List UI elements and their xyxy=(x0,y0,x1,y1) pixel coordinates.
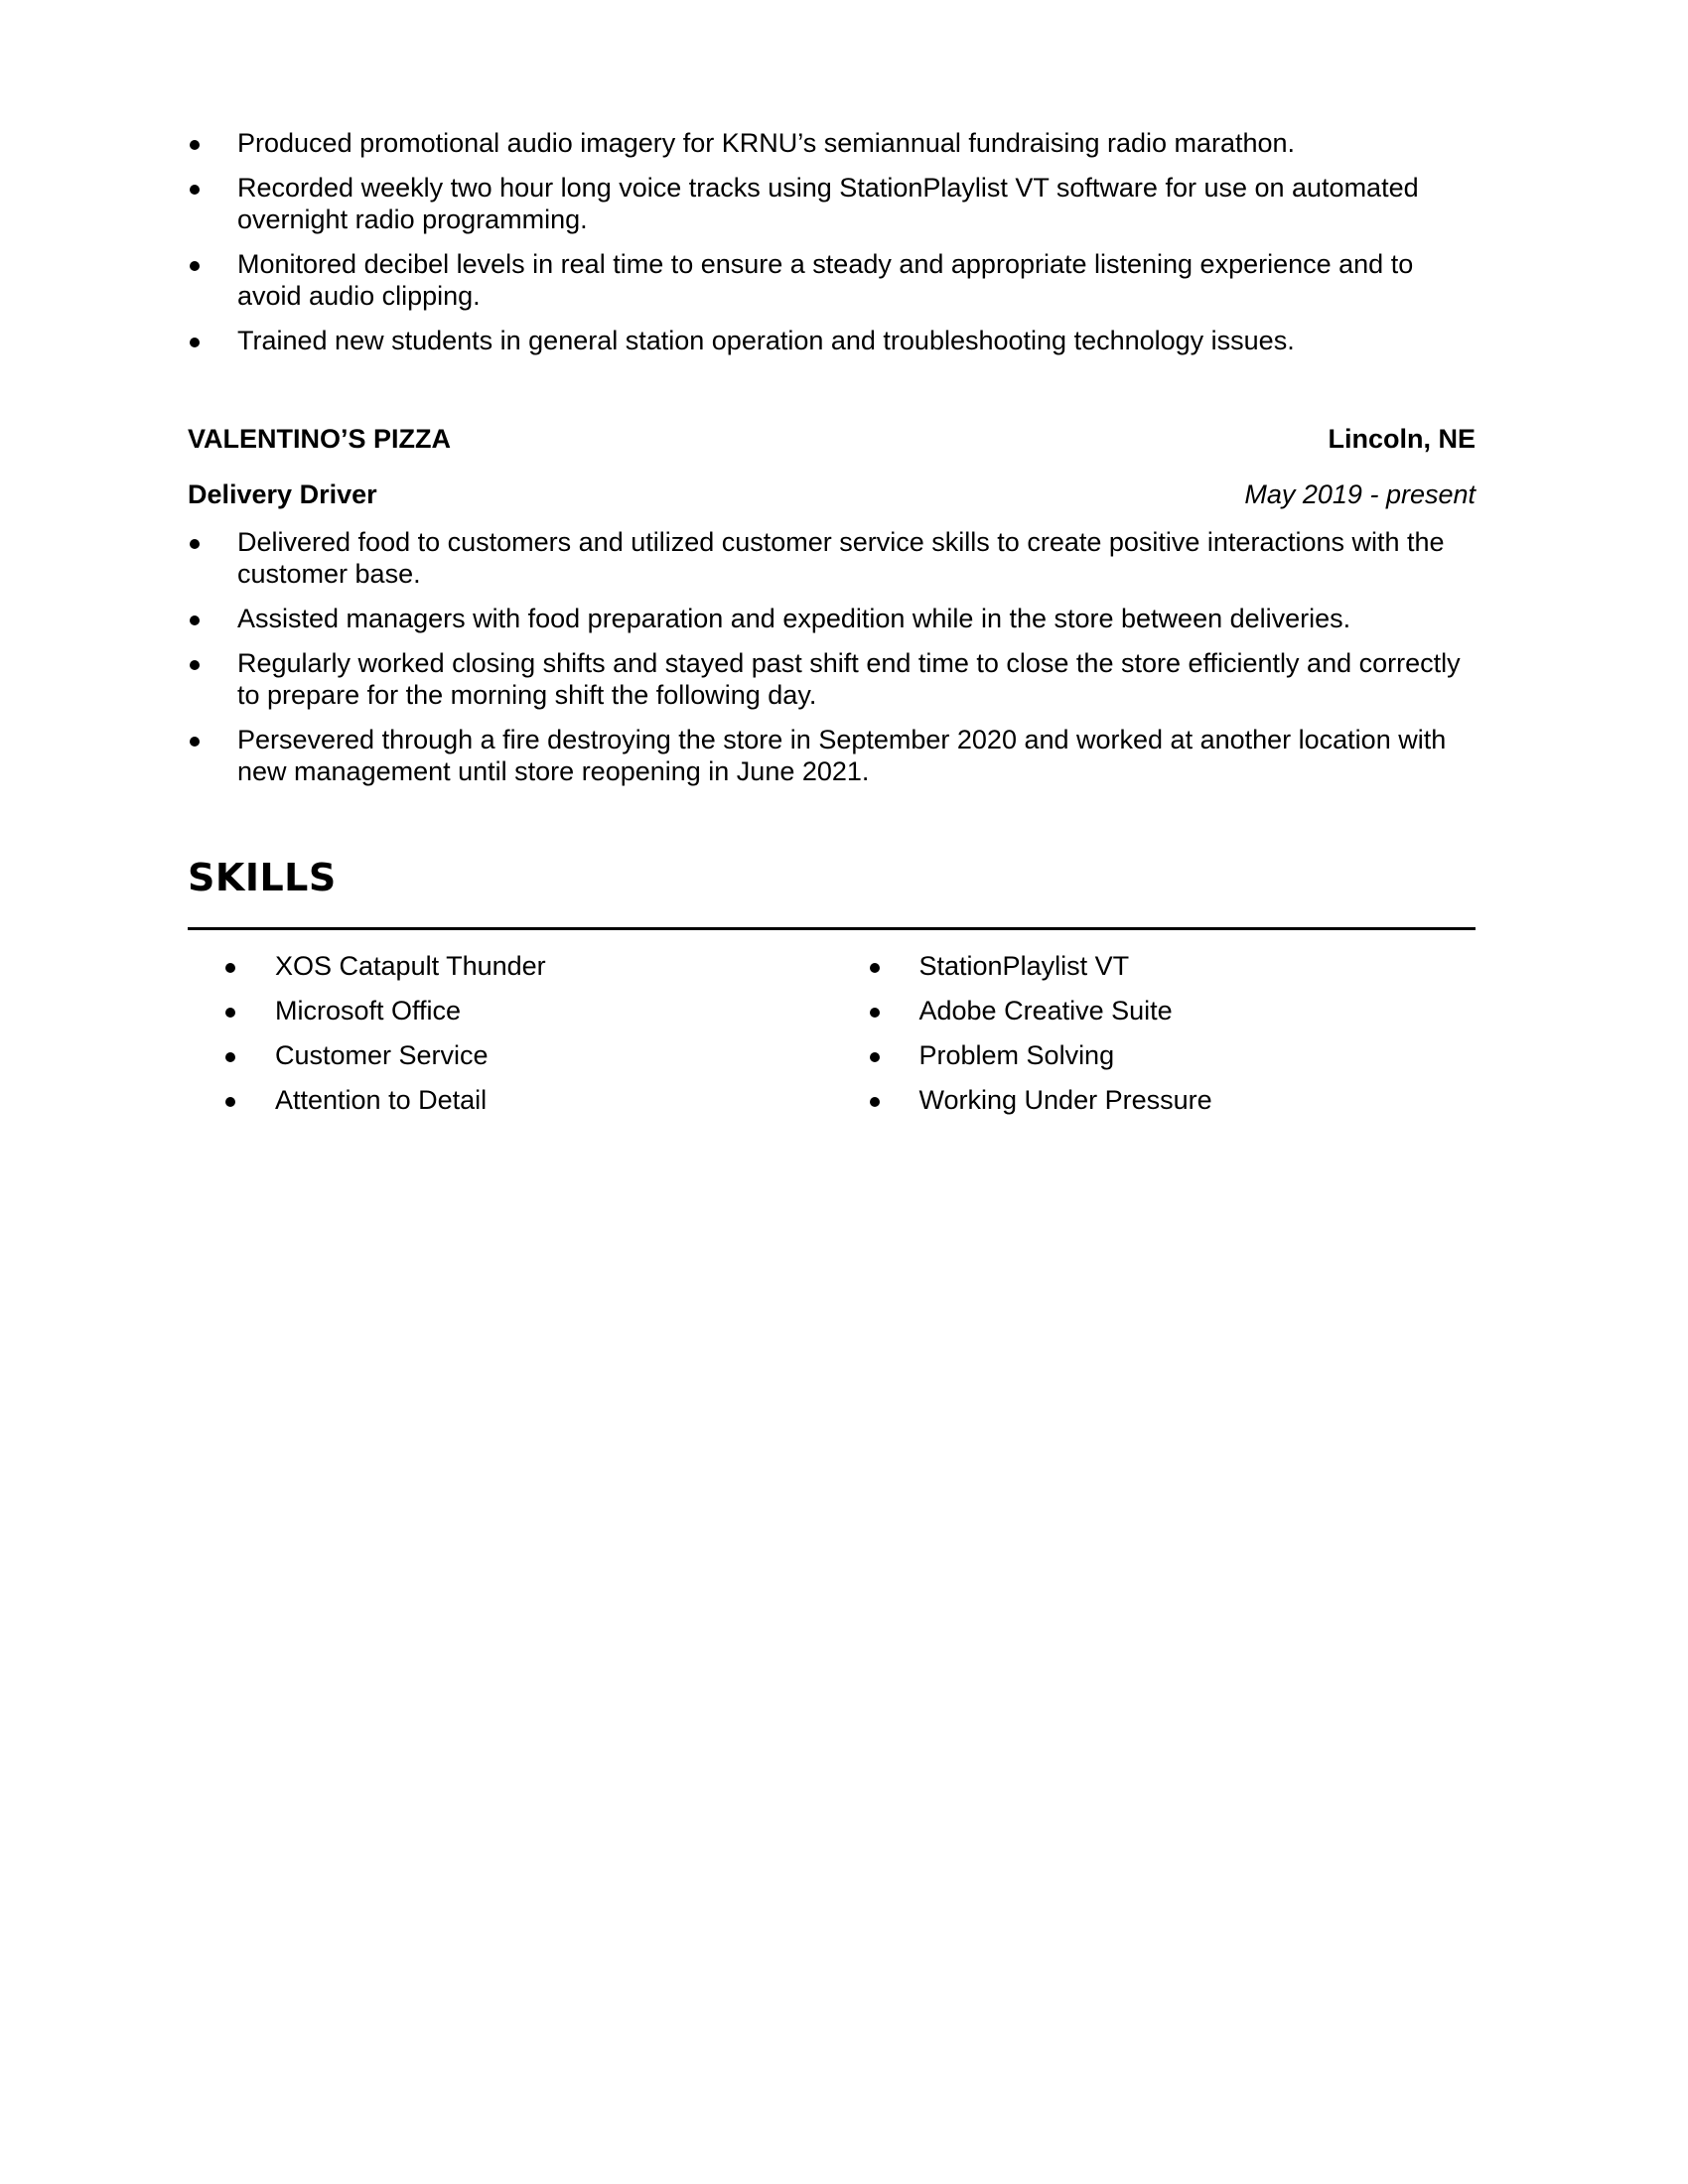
resume-page xyxy=(188,0,1476,2184)
bullet-icon xyxy=(870,1008,880,1018)
bullet-icon xyxy=(190,660,200,670)
bullet-icon xyxy=(190,737,200,747)
bullet-icon xyxy=(225,1008,235,1018)
bullet-icon xyxy=(190,261,200,271)
bullet-text: Produced promotional audio imagery for KRNU’s semiannual fundraising radio marathon. xyxy=(237,128,1296,158)
bullet-icon xyxy=(225,963,235,973)
list-item xyxy=(225,950,832,982)
skill-text: Attention to Detail xyxy=(275,1085,488,1115)
skill-text: Adobe Creative Suite xyxy=(918,996,1173,1025)
bullet-icon xyxy=(870,963,880,973)
list-item xyxy=(870,950,1477,982)
bullet-icon xyxy=(870,1097,880,1107)
skill-text: XOS Catapult Thunder xyxy=(275,951,546,981)
skill-text: Customer Service xyxy=(275,1040,489,1070)
list-item xyxy=(188,325,1476,356)
bullet-icon xyxy=(190,338,200,347)
list-item xyxy=(188,127,1476,159)
bullet-text: Assisted managers with food preparation and expedition while in the store between deliveries. xyxy=(237,604,1351,633)
list-item xyxy=(188,647,1476,711)
job-dates: May 2019 - present xyxy=(1244,479,1476,509)
list-item xyxy=(870,995,1477,1026)
bullet-text: Regularly worked closing shifts and stayed past shift end time to close the store efficiently and correctly to prepare for the morning shift the following day. xyxy=(237,648,1461,710)
list-item xyxy=(188,248,1476,312)
skill-text: Working Under Pressure xyxy=(918,1085,1212,1115)
bullet-icon xyxy=(190,185,200,195)
bullet-icon xyxy=(190,140,200,150)
bullet-text: Persevered through a fire destroying the store in September 2020 and worked at another location with new management until store reopening in June 2021. xyxy=(237,725,1447,786)
bullet-icon xyxy=(225,1097,235,1107)
list-item xyxy=(225,995,832,1026)
section-divider xyxy=(188,927,1476,930)
bullet-icon xyxy=(190,539,200,549)
skill-text: StationPlaylist VT xyxy=(918,951,1130,981)
list-item xyxy=(188,724,1476,787)
list-item xyxy=(870,1039,1477,1071)
skills-list xyxy=(188,950,1476,1129)
bullet-icon xyxy=(190,615,200,625)
job-bullet-list xyxy=(188,526,1476,800)
bullet-text: Recorded weekly two hour long voice tracks using StationPlaylist VT software for use on automated overnight radio programming. xyxy=(237,173,1419,234)
employer-row xyxy=(188,424,1476,455)
employer-name: VALENTINO’S PIZZA xyxy=(188,424,452,454)
skills-heading: SKILLS xyxy=(188,856,337,899)
list-item xyxy=(188,172,1476,235)
job-location: Lincoln, NE xyxy=(1328,424,1476,454)
bullet-icon xyxy=(870,1052,880,1062)
bullet-text: Trained new students in general station operation and troubleshooting technology issues. xyxy=(237,326,1295,355)
skill-text: Microsoft Office xyxy=(275,996,462,1025)
job-title-row xyxy=(188,479,1476,510)
list-item xyxy=(188,603,1476,634)
bullet-text: Delivered food to customers and utilized customer service skills to create positive interactions with the customer base. xyxy=(237,527,1445,589)
skill-text: Problem Solving xyxy=(918,1040,1115,1070)
list-item xyxy=(188,526,1476,590)
previous-role-bullet-list xyxy=(188,127,1476,369)
skills-column-right xyxy=(832,950,1477,1129)
list-item xyxy=(225,1084,832,1116)
bullet-text: Monitored decibel levels in real time to ensure a steady and appropriate listening experience and to avoid audio clipping. xyxy=(237,249,1414,311)
bullet-icon xyxy=(225,1052,235,1062)
job-title: Delivery Driver xyxy=(188,479,377,509)
list-item xyxy=(870,1084,1477,1116)
skills-column-left xyxy=(188,950,832,1129)
list-item xyxy=(225,1039,832,1071)
